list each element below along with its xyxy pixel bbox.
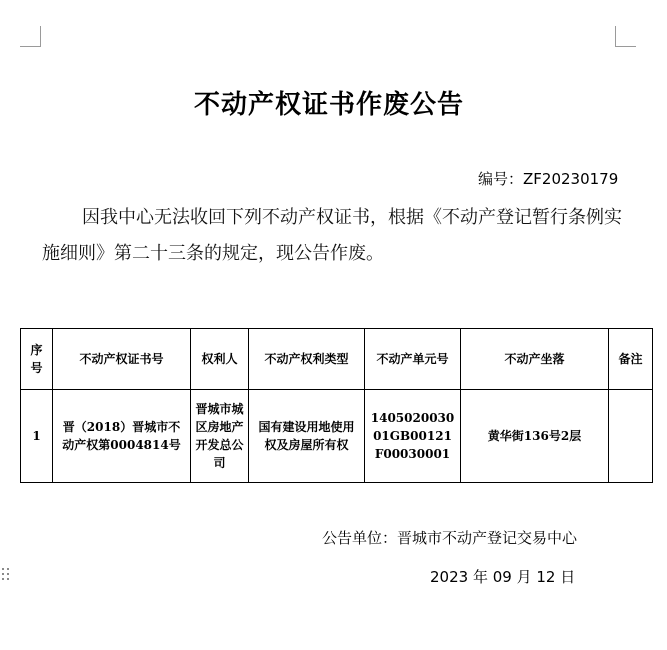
announcement-date: 2023 年 09 月 12 日 (430, 568, 576, 586)
header-cert-no: 不动产权证书号 (53, 329, 191, 390)
cell-remark (609, 390, 653, 483)
cell-right-type: 国有建设用地使用权及房屋所有权 (249, 390, 365, 483)
issuer-line: 公告单位：晋城市不动产登记交易中心 (322, 529, 578, 547)
header-holder: 权利人 (191, 329, 249, 390)
header-unit-no: 不动产单元号 (365, 329, 461, 390)
cell-seq: 1 (21, 390, 53, 483)
header-right-type: 不动产权利类型 (249, 329, 365, 390)
header-seq: 序号 (21, 329, 53, 390)
header-remark: 备注 (609, 329, 653, 390)
cell-location: 黄华街136号2层 (461, 390, 609, 483)
crop-mark-top-right (615, 26, 636, 47)
announcement-paragraph: 因我中心无法收回下列不动产权证书，根据《不动产登记暂行条例实施细则》第二十三条的规定，现公告作废。 (42, 207, 622, 264)
drag-handle-icon[interactable] (2, 568, 12, 582)
header-location: 不动产坐落 (461, 329, 609, 390)
cell-unit-no: 140502003001GB00121F00030001 (365, 390, 461, 483)
certificate-table (20, 328, 653, 483)
crop-mark-top-left (20, 26, 41, 47)
cell-holder: 晋城市城区房地产开发总公司 (191, 390, 249, 483)
table-row (21, 390, 653, 483)
table-header-row (21, 329, 653, 390)
document-number: 编号：ZF20230179 (478, 170, 619, 188)
page-title: 不动产权证书作废公告 (193, 90, 464, 120)
cell-cert-no: 晋（2018）晋城市不动产权第0004814号 (53, 390, 191, 483)
